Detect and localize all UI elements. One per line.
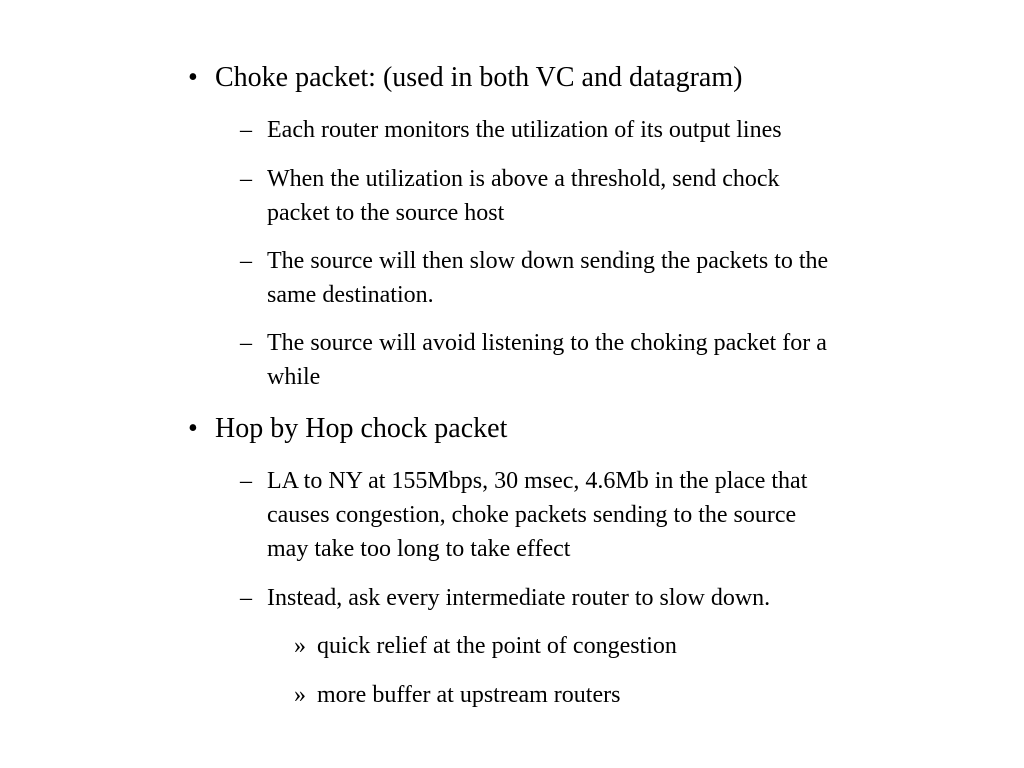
sub-bullet-text: Instead, ask every intermediate router to slow down.: [267, 585, 771, 611]
sub-bullet-text: Each router monitors the utilization of its output lines: [267, 117, 782, 143]
sub-bullet-text: LA to NY at 155Mbps, 30 msec, 4.6Mb in the place that: [267, 468, 808, 494]
sub-bullet-marker: –: [240, 248, 252, 274]
sub-bullet-text: The source will avoid listening to the choking packet for a: [267, 330, 827, 356]
bullet-text: Hop by Hop chock packet: [215, 413, 508, 444]
sub-bullet-text: packet to the source host: [267, 200, 505, 226]
sub-bullet-marker: –: [240, 117, 252, 143]
sub-bullet-text: same destination.: [267, 282, 434, 308]
sub-bullet-text: When the utilization is above a threshold, send chock: [267, 166, 780, 192]
bullet-marker: •: [188, 62, 198, 93]
sub-bullet-text: causes congestion, choke packets sending to the source: [267, 502, 797, 528]
sub-bullet-text: while: [267, 364, 321, 390]
sub-sub-bullet-marker: »: [294, 682, 306, 708]
sub-bullet-marker: –: [240, 468, 252, 494]
sub-bullet-marker: –: [240, 330, 252, 356]
sub-sub-bullet-text: quick relief at the point of congestion: [317, 633, 677, 659]
sub-bullet-text: The source will then slow down sending the packets to the: [267, 248, 829, 274]
bullet-text: Choke packet: (used in both VC and datagram): [215, 62, 743, 93]
sub-bullet-marker: –: [240, 166, 252, 192]
bullet-marker: •: [188, 413, 198, 444]
sub-bullet-text: may take too long to take effect: [267, 536, 571, 562]
sub-sub-bullet-marker: »: [294, 633, 306, 659]
sub-sub-bullet-text: more buffer at upstream routers: [317, 682, 621, 708]
sub-bullet-marker: –: [240, 585, 252, 611]
